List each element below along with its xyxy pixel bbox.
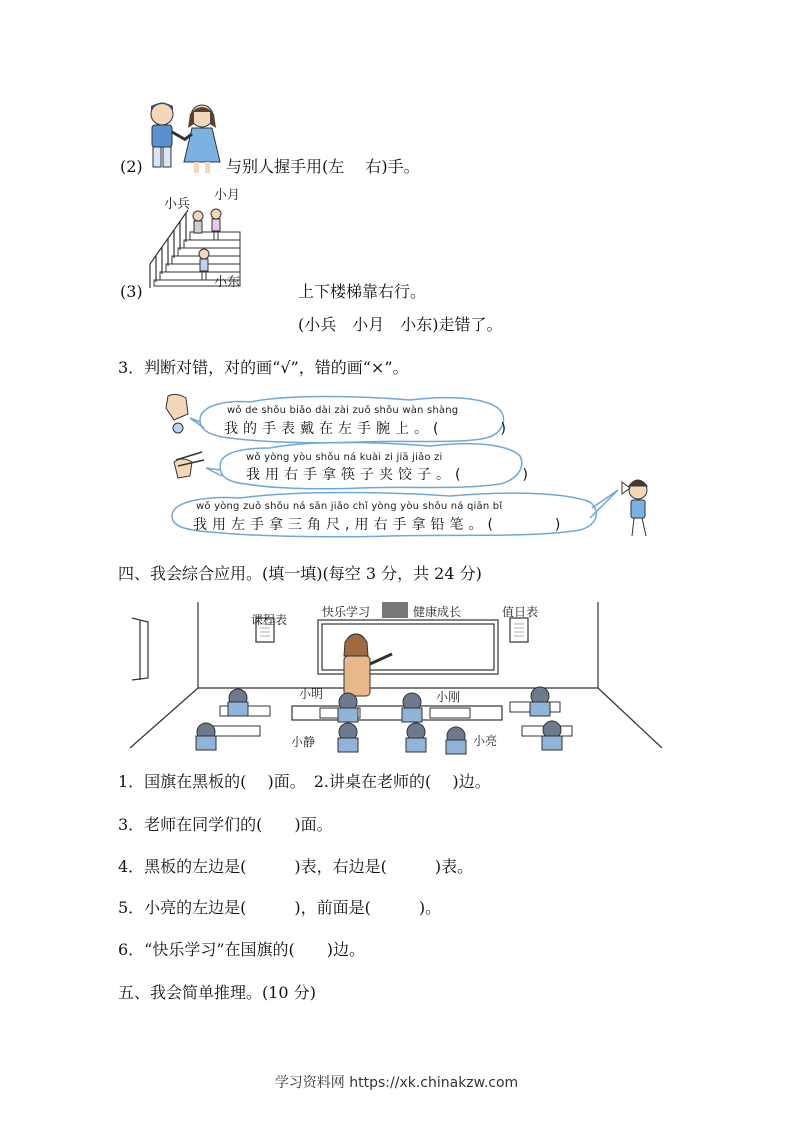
q2-number: (2)	[120, 157, 143, 176]
bubble1-text: 我的手表戴在左手腕上。( )	[224, 421, 511, 437]
sec4-item-3: 4．黑板的左边是( )表，右边是( )表。	[118, 857, 474, 876]
q2-text: 与别人握手用(左 右)手。	[226, 157, 420, 176]
label-xiaoliang: 小亮	[473, 734, 498, 748]
label-schedule: 课程表	[251, 613, 288, 627]
classroom-illustration	[130, 598, 662, 758]
bubble3-pinyin: wǒ yòng zuǒ shǒu ná sān jiǎo chǐ yòng yòu shǒu ná qiān bǐ	[196, 501, 503, 512]
label-xiaojing: 小静	[291, 735, 316, 749]
sec4-item-2: 3．老师在同学们的( )面。	[118, 815, 333, 834]
q3-line2: (小兵 小月 小东)走错了。	[298, 315, 503, 334]
section3-title: 3．判断对错，对的画“√”，错的画“×”。	[118, 358, 409, 377]
section4-title: 四、我会综合应用。(填一填)(每空 3 分，共 24 分)	[118, 564, 482, 583]
sec4-item-5: 6．“快乐学习”在国旗的( )边。	[118, 940, 366, 959]
handshake-illustration	[140, 100, 226, 175]
bubble3-text: 我用左手拿三角尺,用右手拿铅笔。( )	[193, 517, 566, 533]
section5-title: 五、我会简单推理。(10 分)	[118, 983, 316, 1002]
label-xiaoyue: 小月	[214, 188, 241, 203]
footer-watermark: 学习资料网 https://xk.chinakzw.com	[274, 1075, 519, 1091]
label-xiaogang: 小刚	[436, 690, 461, 704]
sec4-item-1: 1．国旗在黑板的( )面。 2.讲桌在老师的( )边。	[118, 772, 491, 791]
bubble2-pinyin: wǒ yòng yòu shǒu ná kuài zi jiā jiǎo zi	[246, 452, 443, 463]
bubble1-pinyin: wǒ de shǒu biǎo dài zài zuǒ shǒu wàn shàng	[227, 405, 459, 416]
sec4-item-4: 5．小亮的左边是( )，前面是( )。	[118, 898, 442, 917]
label-happy-learning: 快乐学习	[322, 605, 371, 619]
q3-line1: 上下楼梯靠右行。	[298, 282, 427, 301]
q3-number: (3)	[120, 282, 143, 301]
label-xiaobing: 小兵	[164, 197, 191, 212]
label-healthy-growth: 健康成长	[413, 605, 462, 619]
label-duty: 值日表	[502, 605, 539, 619]
label-xiaodong: 小东	[214, 275, 241, 290]
bubble2-text: 我用右手拿筷子夹饺子。( )	[246, 467, 533, 483]
label-xiaoming: 小明	[299, 687, 324, 701]
